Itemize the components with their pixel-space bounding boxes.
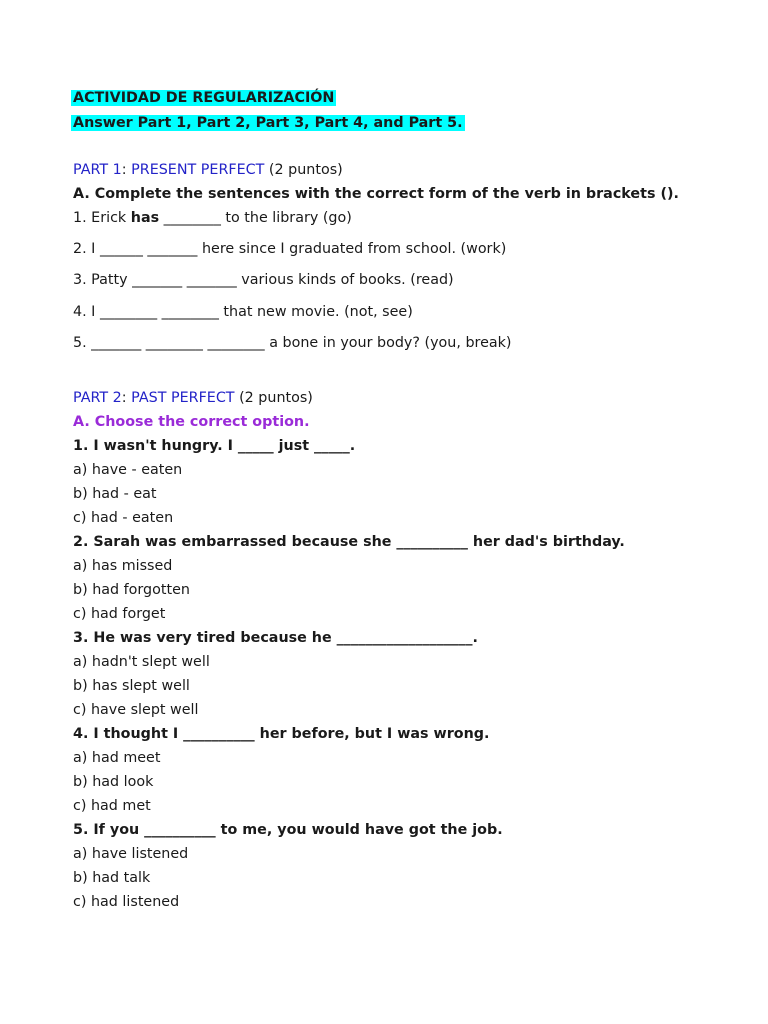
question-5-option-b: b) had talk — [73, 870, 151, 886]
question-4: 4. I thought I __________ her before, but I was wrong. — [73, 726, 490, 742]
question-2: 2. Sarah was embarrassed because she __________ her dad's birthday. — [73, 534, 625, 550]
question-4-option-a: a) had meet — [73, 750, 161, 766]
question-2-option-a: a) has missed — [73, 558, 173, 574]
question-1-option-a: a) have - eaten — [73, 462, 183, 478]
question-5-option-a: a) have listened — [73, 846, 189, 862]
part1-heading: PART 1: PRESENT PERFECT (2 puntos) — [73, 162, 343, 178]
part1-item-1: 1. Erick has ________ to the library (go) — [73, 210, 352, 226]
question-5: 5. If you __________ to me, you would have got the job. — [73, 822, 503, 838]
part2-instruction: A. Choose the correct option. — [73, 414, 310, 430]
question-3-option-b: b) has slept well — [73, 678, 190, 694]
part1-item-3: 3. Patty _______ _______ various kinds of books. (read) — [73, 272, 454, 288]
question-1-option-c: c) had - eaten — [73, 510, 174, 526]
question-3-option-a: a) hadn't slept well — [73, 654, 210, 670]
worksheet-title: ACTIVIDAD DE REGULARIZACIÓN — [73, 90, 335, 106]
question-1-option-b: b) had - eat — [73, 486, 157, 502]
question-5-option-c: c) had listened — [73, 894, 180, 910]
question-3: 3. He was very tired because he ___________________. — [73, 630, 478, 646]
part1-item-2: 2. I ______ _______ here since I graduated from school. (work) — [73, 241, 507, 257]
question-1: 1. I wasn't hungry. I _____ just _____. — [73, 438, 356, 454]
part2-heading: PART 2: PAST PERFECT (2 puntos) — [73, 390, 313, 406]
part1-item-4: 4. I ________ ________ that new movie. (not, see) — [73, 304, 413, 320]
question-2-option-b: b) had forgotten — [73, 582, 190, 598]
part1-item-5: 5. _______ ________ ________ a bone in your body? (you, break) — [73, 335, 512, 351]
question-4-option-b: b) had look — [73, 774, 154, 790]
worksheet-instructions: Answer Part 1, Part 2, Part 3, Part 4, and Part 5. — [73, 115, 463, 131]
part1-instruction: A. Complete the sentences with the correct form of the verb in brackets (). — [73, 186, 679, 202]
question-2-option-c: c) had forget — [73, 606, 166, 622]
question-4-option-c: c) had met — [73, 798, 151, 814]
question-3-option-c: c) have slept well — [73, 702, 199, 718]
